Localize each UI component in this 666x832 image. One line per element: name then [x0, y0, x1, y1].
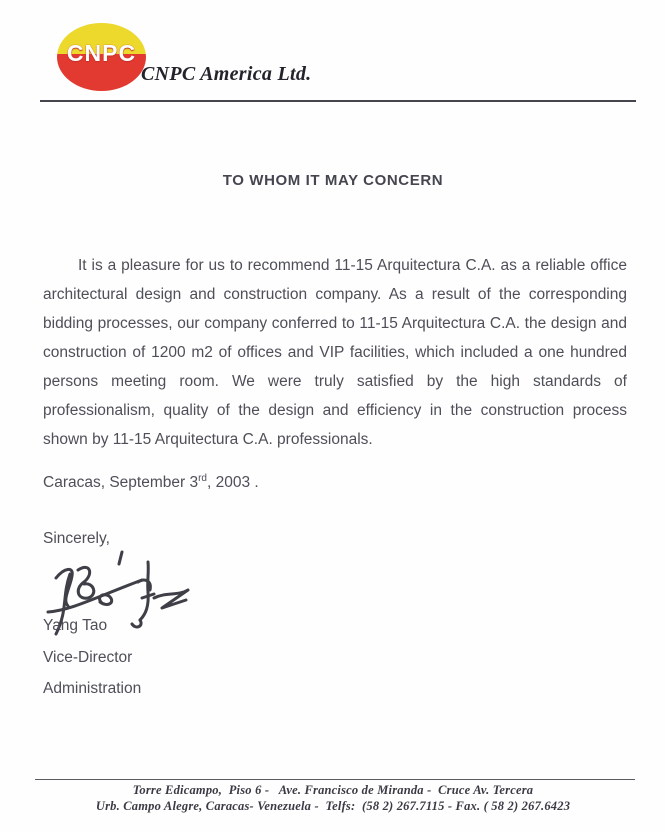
letter-title: TO WHOM IT MAY CONCERN [222, 172, 444, 189]
date-ordinal-superscript: rd [198, 472, 207, 484]
closing-salutation: Sincerely, [43, 530, 110, 547]
company-name: CNPC America Ltd. [141, 63, 312, 85]
header-divider [40, 100, 636, 102]
footer-address-line-1: Torre Edicampo, Piso 6 - Ave. Francisco de Miranda - Cruce Av. Tercera [132, 783, 534, 797]
date-prefix: Caracas, September 3 [43, 474, 199, 491]
footer-address-line-2: Urb. Campo Alegre, Caracas- Venezuela - Telfs: (58 2) 267.7115 - Fax. ( 58 2) 267.6423 [95, 799, 571, 813]
signer-department: Administration [43, 680, 142, 697]
logo-wordmark: CNPC [66, 39, 137, 66]
signer-title: Vice-Director [43, 649, 133, 666]
letter-body: It is a pleasure for us to recommend 11-15 Arquitectura C.A. as a reliable office architectural design and construction company. As a result of the corresponding bidding processes, our company conferred to 11-15 Arquitectura C.A. the design and construction of 1200 m2 of offices and VIP facilities, which included a one hundred persons meeting room. We were truly satisfied by the high standards of professionalism, quality of the design and efficiency in the construction process shown by 11-15 Arquitectura C.A. professionals. [43, 257, 627, 448]
cnpc-logo [57, 23, 146, 91]
date-line [43, 474, 259, 492]
signer-name: Yang Tao [43, 617, 108, 634]
footer-divider [35, 779, 635, 780]
date-suffix: , 2003 . [206, 474, 259, 491]
